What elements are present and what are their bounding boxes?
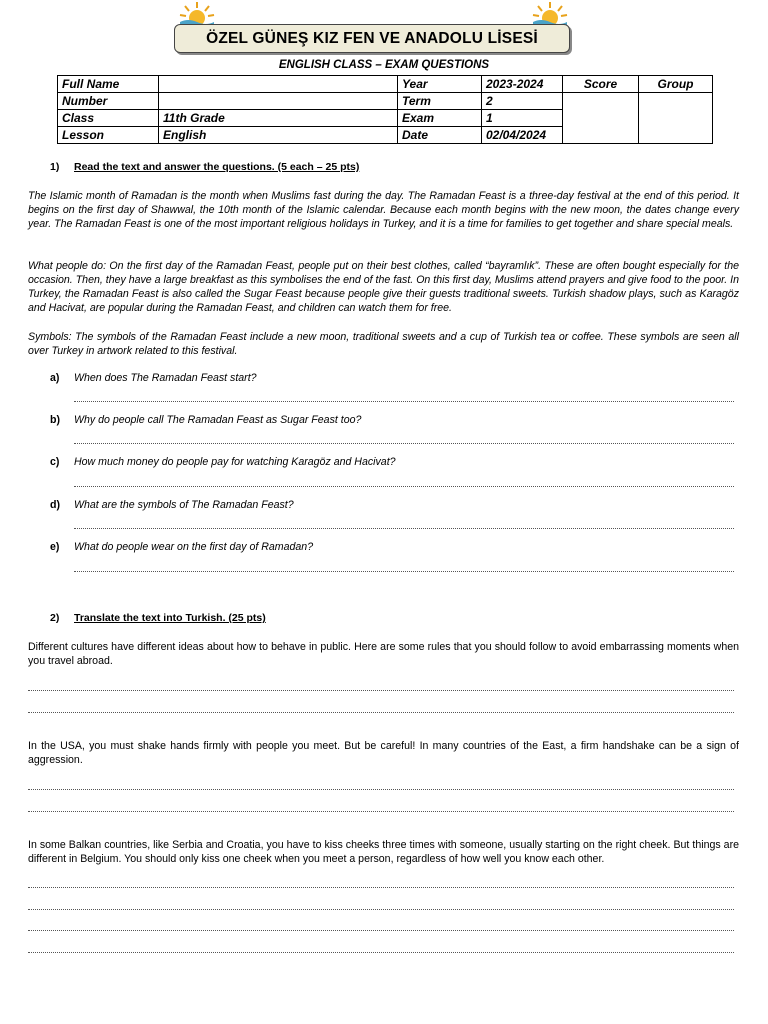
group-box[interactable] [639,93,713,144]
question-text: When does The Ramadan Feast start? [74,372,257,384]
question-a [50,372,257,384]
section2-title: Translate the text into Turkish. (25 pts) [74,612,266,624]
date-value: 02/04/2024 [482,127,563,144]
score-box[interactable] [563,93,639,144]
question-c [50,456,396,468]
lesson-value: English [159,127,398,144]
reading-paragraph-1: The Islamic month of Ramadan is the month when Muslims fast during the day. The Ramadan Feast is a three-day festival at the end of this period. It begins on the first day of Shawwal, the 10th month of the Islamic calendar. Because each month begins with the new moon, the dates change every year. The Ramadan Feast is one of the most important religious holidays in Turkey, and it is a time for families to get together and share special meals. [28,190,739,230]
question-d [50,499,294,511]
question-label: b) [50,414,60,426]
answer-line-e[interactable] [74,571,734,572]
term-value: 2 [482,93,563,110]
answer-line-c[interactable] [74,486,734,487]
student-info-table [57,75,713,144]
exam-label: Exam [398,110,482,127]
exam-value: 1 [482,110,563,127]
term-label: Term [398,93,482,110]
reading-paragraph-3: Symbols: The symbols of the Ramadan Feast include a new moon, traditional sweets and a cup of Turkish tea or coffee. These symbols are seen all over Turkey in artwork related to this festival. [28,331,739,357]
score-label: Score [563,76,639,93]
answer-line-b[interactable] [74,443,734,444]
translate-paragraph-3: In some Balkan countries, like Serbia and Croatia, you have to kiss cheeks three times with someone, usually starting on the right cheek. But things are different in Belgium. You should only kiss one cheek when you meet a person, regardless of how well you know each other. [28,839,739,865]
full-name-field[interactable] [159,76,398,93]
question-text: What do people wear on the first day of Ramadan? [74,541,314,553]
translation-line[interactable] [28,930,734,931]
lesson-label: Lesson [58,127,159,144]
question-text: What are the symbols of The Ramadan Feast? [74,499,294,511]
translation-line[interactable] [28,952,734,953]
year-value: 2023-2024 [482,76,563,93]
answer-line-d[interactable] [74,528,734,529]
exam-subtitle: ENGLISH CLASS – EXAM QUESTIONS [278,59,490,71]
school-name-banner: ÖZEL GÜNEŞ KIZ FEN VE ANADOLU LİSESİ [174,24,570,53]
translation-line[interactable] [28,909,734,910]
question-text: How much money do people pay for watching Karagöz and Hacivat? [74,456,396,468]
translate-paragraph-1: Different cultures have different ideas about how to behave in public. Here are some rules that you should follow to avoid embarrassing moments when you travel abroad. [28,641,739,667]
question-b [50,414,361,426]
translate-paragraph-2: In the USA, you must shake hands firmly with people you meet. But be careful! In many countries of the East, a firm handshake can be a sign of aggression. [28,740,739,766]
translation-line[interactable] [28,690,734,691]
translation-line[interactable] [28,887,734,888]
full-name-label: Full Name [58,76,159,93]
number-field[interactable] [159,93,398,110]
translation-line[interactable] [28,811,734,812]
section1-title: Read the text and answer the questions. (5 each – 25 pts) [74,161,360,173]
question-label: e) [50,541,60,553]
question-e [50,541,313,553]
question-text: Why do people call The Ramadan Feast as Sugar Feast too? [74,414,362,426]
translation-line[interactable] [28,789,734,790]
question-label: a) [50,372,60,384]
section2-number: 2) [50,612,60,624]
section2-heading [50,612,266,624]
question-label: d) [50,499,60,511]
group-label: Group [639,76,713,93]
section1-number: 1) [50,161,60,173]
question-label: c) [50,456,60,468]
section1-heading [50,161,359,173]
year-label: Year [398,76,482,93]
date-label: Date [398,127,482,144]
reading-paragraph-2: What people do: On the first day of the Ramadan Feast, people put on their best clothes, called “bayramlık”. These are often bought especially for the occasion. Then, they have a large breakfast as this symbolises the end of the fast. On this first day, Muslims attend prayers and give food to the poor. In Turkey, the Ramadan Feast is also called the Sugar Feast because people give their guests traditional sweets. Turkish shadow plays, such as Karagöz and Hacivat, are popular during the Ramadan Feast, and children can watch them for free. [28,260,739,314]
number-label: Number [58,93,159,110]
answer-line-a[interactable] [74,401,734,402]
translation-line[interactable] [28,712,734,713]
class-value: 11th Grade [159,110,398,127]
class-label: Class [58,110,159,127]
